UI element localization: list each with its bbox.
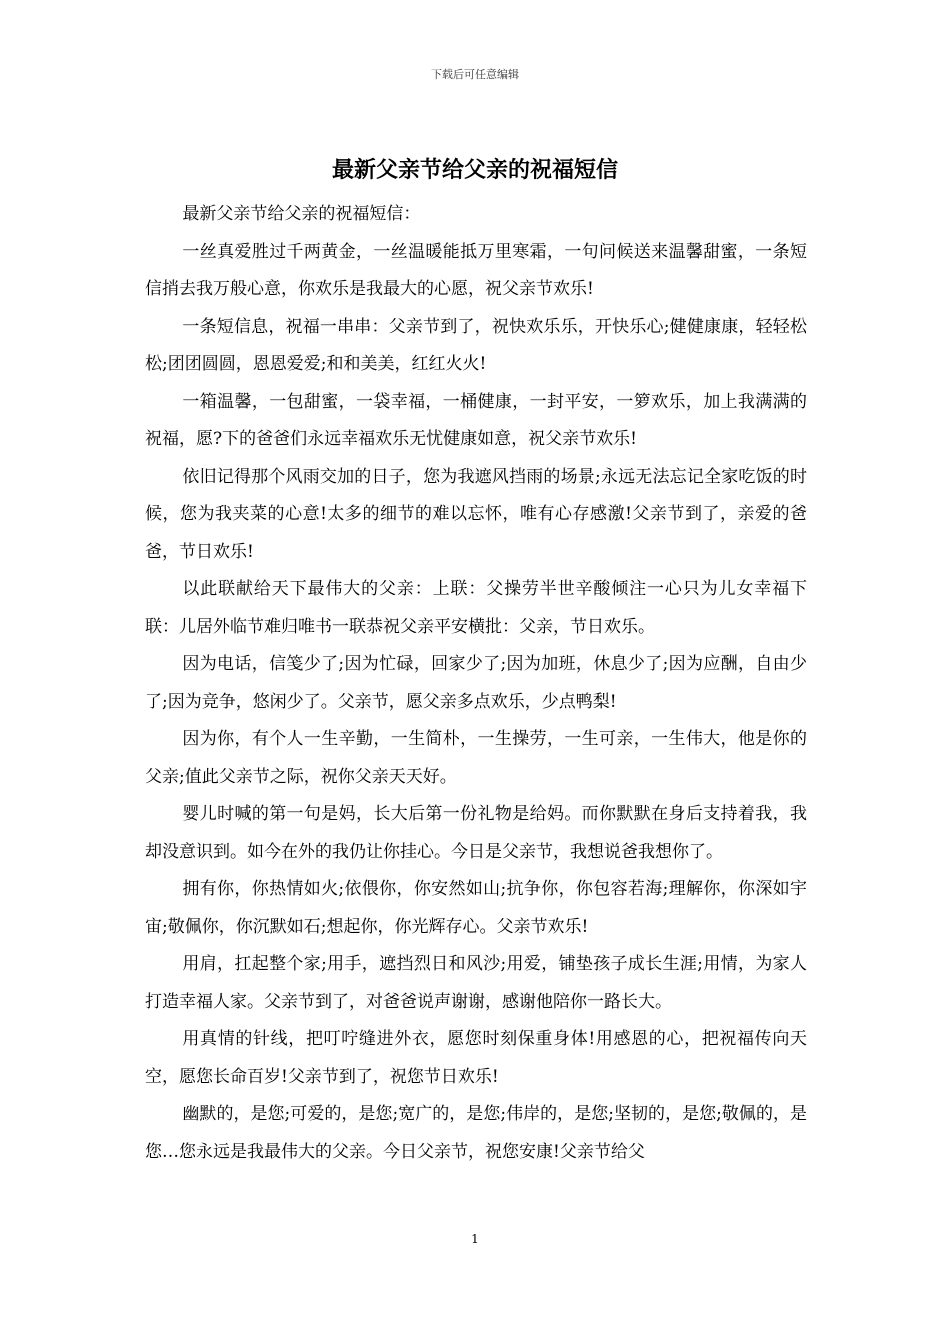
paragraph: 因为你，有个人一生辛勤，一生简朴，一生操劳，一生可亲，一生伟大，他是你的父亲;值此父亲节之际，祝你父亲天天好。 bbox=[145, 729, 807, 787]
paragraph: 以此联献给天下最伟大的父亲：上联：父操劳半世辛酸倾注一心只为儿女幸福下联：儿居外临节难归唯书一联恭祝父亲平安横批：父亲，节日欢乐。 bbox=[145, 579, 807, 637]
document-body bbox=[145, 196, 807, 1171]
paragraph: 最新父亲节给父亲的祝福短信： bbox=[182, 204, 421, 224]
paragraph: 幽默的，是您;可爱的，是您;宽广的，是您;伟岸的，是您;坚韧的，是您;敬佩的，是您…您永远是我最伟大的父亲。今日父亲节，祝您安康!父亲节给父 bbox=[145, 1104, 807, 1162]
header-note: 下载后可任意编辑 bbox=[431, 68, 519, 81]
paragraph: 一条短信息，祝福一串串：父亲节到了，祝快欢乐乐，开快乐心;健健康康，轻轻松松;团团圆圆，恩恩爱爱;和和美美，红红火火! bbox=[145, 316, 807, 374]
paragraph: 一箱温馨，一包甜蜜，一袋幸福，一桶健康，一封平安，一箩欢乐，加上我满满的祝福，愿?下的爸爸们永远幸福欢乐无忧健康如意，祝父亲节欢乐! bbox=[145, 391, 807, 449]
paragraph: 拥有你，你热情如火;依偎你，你安然如山;抗争你，你包容若海;理解你，你深如宇宙;敬佩你，你沉默如石;想起你，你光辉存心。父亲节欢乐! bbox=[145, 879, 807, 937]
paragraph: 依旧记得那个风雨交加的日子，您为我遮风挡雨的场景;永远无法忘记全家吃饭的时候，您为我夹菜的心意!太多的细节的难以忘怀，唯有心存感激!父亲节到了，亲爱的爸爸，节日欢乐! bbox=[145, 466, 807, 562]
paragraph: 用真情的针线，把叮咛缝进外衣，愿您时刻保重身体!用感恩的心，把祝福传向天空，愿您长命百岁!父亲节到了，祝您节日欢乐! bbox=[145, 1029, 807, 1087]
page-number: 1 bbox=[471, 1232, 479, 1246]
document-title: 最新父亲节给父亲的祝福短信 bbox=[331, 157, 618, 183]
paragraph: 因为电话，信笺少了;因为忙碌，回家少了;因为加班，休息少了;因为应酬，自由少了;因为竞争，悠闲少了。父亲节，愿父亲多点欢乐，少点鸭梨! bbox=[145, 654, 807, 712]
paragraph: 用肩，扛起整个家;用手，遮挡烈日和风沙;用爱，铺垫孩子成长生涯;用情，为家人打造幸福人家。父亲节到了，对爸爸说声谢谢，感谢他陪你一路长大。 bbox=[145, 954, 807, 1012]
paragraph: 一丝真爱胜过千两黄金，一丝温暖能抵万里寒霜，一句问候送来温馨甜蜜，一条短信捎去我万般心意，你欢乐是我最大的心愿，祝父亲节欢乐! bbox=[145, 241, 807, 299]
paragraph: 婴儿时喊的第一句是妈，长大后第一份礼物是给妈。而你默默在身后支持着我，我却没意识到。如今在外的我仍让你挂心。今日是父亲节，我想说爸我想你了。 bbox=[145, 804, 807, 862]
